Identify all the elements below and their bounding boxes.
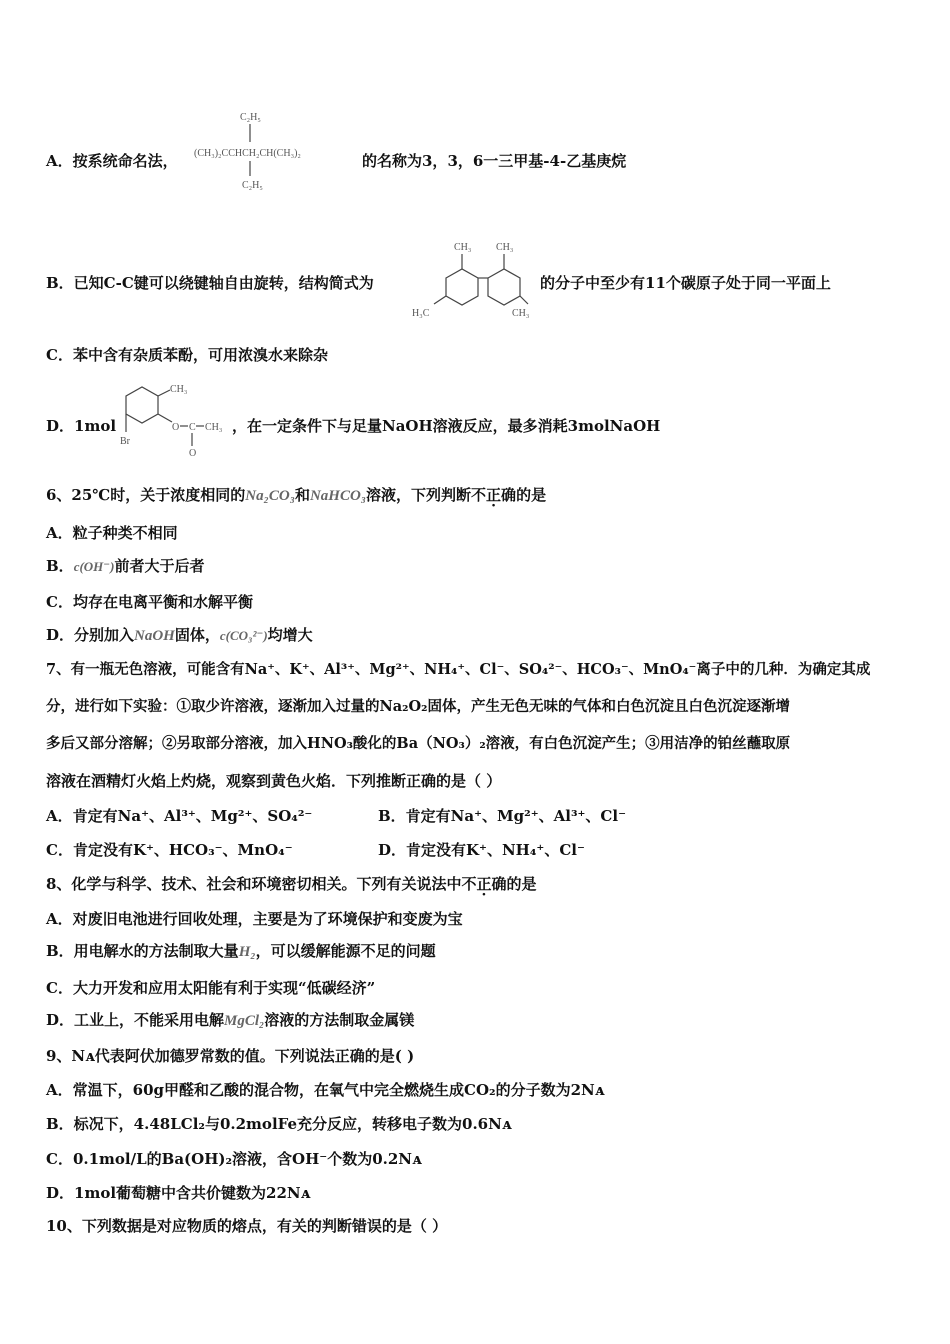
q5-a-structure-figure [192,106,364,194]
q5-d-bromine: Br [120,436,130,447]
q8-option-b-post: ，可以缓解能源不足的问题 [255,942,436,960]
q8-emphasis: 不正确 [461,875,507,893]
q8-option-d-pre: D．工业上，不能采用电解 [46,1011,225,1029]
q5-b-ch3-2: CH₃ [496,242,514,253]
q8-option-b-pre: B．用电解水的方法制取大量 [46,942,239,960]
q8-stem-post: 的是 [506,875,537,893]
q6-option-b-text: 前者大于后者 [114,557,205,575]
q6-stem-post: 的是 [516,486,547,504]
q7-option-d: D．肯定没有K⁺、NH₄⁺、Cl⁻ [378,841,585,859]
q6-emphasis: 不正确 [471,486,517,504]
q6-option-d-post: 均增大 [267,626,313,644]
q5-d-oxygen: O [172,422,180,433]
q7-stem-line-1: 7、有一瓶无色溶液，可能含有Na⁺、K⁺、Al³⁺、Mg²⁺、NH₄⁺、Cl⁻、SO₄²⁻、HCO₃⁻、MnO₄⁻离子中的几种．为确定其成 [46,661,871,678]
q5-d-ch3-end: CH₃ [205,422,223,433]
q5-option-d-post: ，在一定条件下与足量NaOH溶液反应，最多消耗3molNaOH [232,417,661,435]
q5-d-ch3-top: CH₃ [170,384,188,395]
q6-option-d-co3: c(CO₃²⁻) [219,628,268,643]
q6-option-d-pre: D．分别加入 [46,626,135,644]
q6-na2co3: Na₂CO₃ [245,488,295,504]
q7-option-c: C．肯定没有K⁺、HCO₃⁻、MnO₄⁻ [46,841,293,859]
q5-option-d-text: D．1mol [46,417,117,435]
q5-d-benzene-ring [126,387,158,423]
q6-stem-mid: 溶液，下列判断 [366,486,472,504]
q6-option-d-naoh: NaOH [134,628,175,644]
q9-option-d: D．1mol葡萄糖中含共价键数为22Nᴀ [46,1184,311,1202]
q6-option-c: C．均存在电离平衡和水解平衡 [46,593,253,611]
q6-option-a: A．粒子种类不相同 [46,524,178,542]
q8-option-c: C．大力开发和应用太阳能有利于实现“低碳经济” [46,979,376,997]
q7-stem-line-4: 溶液在酒精灯火焰上灼烧，观察到黄色火焰．下列推断正确的是（ ） [46,772,502,790]
q9-option-a: A．常温下，60g甲醛和乙酸的混合物，在氧气中完全燃烧生成CO₂的分子数为2Nᴀ [46,1081,605,1099]
q5-a-main-chain: (CH₃)₂CCHCH₂CH(CH₃)₂ [194,148,301,159]
q5-b-methyl-bond-3 [434,296,446,304]
q5-option-b-post: 的分子中至少有11个碳原子处于同一平面上 [540,274,831,292]
q5-option-c: C．苯中含有杂质苯酚，可用浓溴水来除杂 [46,346,328,364]
q5-option-a-text: A．按系统命名法， [46,152,178,170]
q8-option-b-h2: H₂ [238,944,256,960]
q5-b-h3c: H₃C [412,308,430,319]
q10-stem: 10、下列数据是对应物质的熔点，有关的判断错误的是（ ） [46,1217,448,1235]
q9-option-b: B．标况下，4.48LCl₂与0.2molFe充分反应，转移电子数为0.6Nᴀ [46,1115,512,1133]
q5-b-biphenyl-figure [412,238,540,324]
q5-option-b-text: B．已知C-C键可以绕键轴自由旋转，结构简式为 [46,274,374,292]
q7-stem-line-2: 分，进行如下实验：①取少许溶液，逐渐加入过量的Na₂O₂固体，产生无色无味的气体和白色沉淀且白色沉淀逐渐增 [46,698,790,715]
q8-option-a: A．对废旧电池进行回收处理，主要是为了环境保护和变废为宝 [46,910,463,928]
q9-stem: 9、Nᴀ代表阿伏加德罗常数的值。下列说法正确的是( ) [46,1047,415,1065]
q7-option-a: A．肯定有Na⁺、Al³⁺、Mg²⁺、SO₄²⁻ [46,807,313,825]
q6-and: 和 [294,486,310,504]
q5-b-ring-left [446,269,478,305]
q5-d-methyl-bond [158,390,170,396]
q8-stem [46,874,536,894]
q5-b-methyl-bond-4 [520,296,528,304]
q6-stem-pre: 6、25℃时，关于浓度相同的 [46,486,246,504]
q5-d-o-bond [158,414,172,422]
q6-stem [46,485,546,506]
q5-option-a-post: 的名称为3，3，6一三甲基-4-乙基庚烷 [362,152,627,170]
q5-a-top-group: C₂H₅ [240,112,261,123]
q5-option-a [46,151,178,171]
q6-option-b-math: c(OH⁻) [73,559,115,574]
q6-option-d-mid: 固体， [174,626,220,644]
q7-stem-line-3: 多后又部分溶解；②另取部分溶液，加入HNO₃酸化的Ba（NO₃）₂溶液，有白色沉淀产生；③用洁净的铂丝蘸取原 [46,735,791,752]
q8-option-d-mgcl2: MgCl₂ [224,1013,265,1029]
q9-option-c: C．0.1mol/L的Ba(OH)₂溶液，含OH⁻个数为0.2Nᴀ [46,1150,422,1168]
q6-option-b-label: B． [46,557,74,575]
q8-option-d [46,1010,414,1031]
q5-d-carbonyl-c: C [189,422,196,433]
q7-option-b: B．肯定有Na⁺、Mg²⁺、Al³⁺、Cl⁻ [378,807,626,825]
q5-b-ch3-1: CH₃ [454,242,472,253]
q6-option-d [46,625,313,646]
q5-a-bottom-group: C₂H₅ [242,180,263,191]
q5-b-ch3-3: CH₃ [512,308,530,319]
q8-stem-pre: 8、化学与科学、技术、社会和环境密切相关。下列有关说法中 [46,875,462,893]
q8-option-d-post: 溶液的方法制取金属镁 [264,1011,415,1029]
q5-b-ring-right [488,269,520,305]
q6-option-b [46,556,205,577]
q5-d-carbonyl-o: O [189,448,197,458]
q5-d-structure-figure [112,376,232,458]
q8-option-b [46,941,436,962]
q6-nahco3: NaHCO₃ [309,488,367,504]
